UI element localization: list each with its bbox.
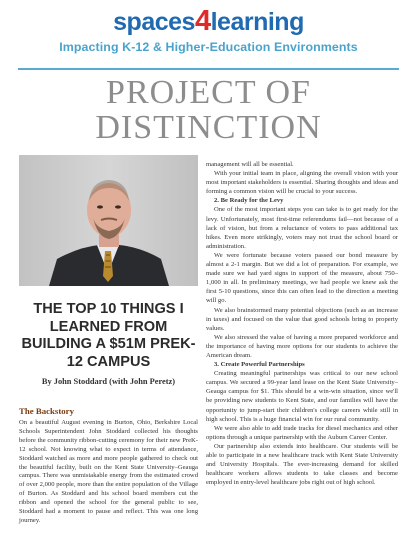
author-photo	[19, 155, 198, 286]
article-title: THE TOP 10 THINGS I LEARNED FROM BUILDING A $51M PREK-12 CAMPUS	[21, 301, 196, 370]
masthead	[0, 6, 417, 54]
paragraph: We also stressed the value of having a more prepared workforce and the importance of having more options for our students to achieve the American dream.	[206, 333, 398, 359]
paragraph: We also brainstormed many potential objections (such as an increase in taxes) and focused on the value that good schools bring to property values.	[206, 306, 398, 332]
logo-word-learning: learning	[210, 8, 304, 36]
paragraph: Creating meaningful partnerships was critical to our new school campus. We secured a 99-year land lease on the Kent State University–Geauga campus for $1. This should be a win-win situation, since we'll be providing new students to Kent State, and our families will have the opportunity to jump-start their children's college careers while still in high school. This is a huge financial win for our rural community.	[206, 370, 398, 423]
tagline: Impacting K-12 & Higher-Education Environments	[59, 40, 358, 54]
paragraph: With your initial team in place, aligning the overall vision with your most important stakeholders is essential. Sharing thoughts and ideas and forming a common vision will be crucial to your success.	[206, 170, 398, 196]
subheading-partnerships: 3. Create Powerful Partnerships	[214, 361, 305, 369]
logo-four: 4	[194, 5, 211, 37]
masthead-divider	[18, 68, 399, 70]
banner-line-2: DISTINCTION	[95, 109, 322, 146]
paragraph: management will all be essential.	[206, 161, 294, 168]
paragraph: We were also able to add trade tracks for diesel mechanics and other options through a unique partnership with the Auburn Career Center.	[206, 424, 398, 441]
author-portrait-image	[19, 155, 198, 286]
backstory-paragraph: On a beautiful August evening in Burton, Ohio, Berkshire Local Schools Superintendent John Stoddard collected his thoughts before the community ribbon-cutting ceremony for their new PreK-12 school. Not knowing what to expect in terms of attendance, Stoddard watched as more and more people gathered to check out the beautiful facility, built on the Kent State University–Geauga campus. There was unmistakable energy from the estimated crowd of over 2,000 people, more than the entire population of the Village of Burton. As Stoddard and his school board members cut the ribbon and opened the school for the general public to see, Stoddard had a moment to pause and reflect. This was one long journey.	[19, 419, 198, 524]
spaces4learning-logo[interactable]	[0, 6, 417, 37]
banner-line-1: PROJECT OF	[106, 74, 311, 111]
project-of-distinction-banner	[0, 76, 417, 146]
paragraph: Our partnership also extends into healthcare. Our students will be able to participate in a new healthcare track with Kent State University and University Hospitals. The ever-increasing demand for skilled healthcare workers allows students to take classes and become employed in entry-level healthcare jobs right out of high school.	[206, 442, 398, 487]
paragraph: One of the most important steps you can take is to get ready for the levy. Unfortunately, most first-time referendums fail—not because of a lack of vision, but from a reluctance of voters to pass additional tax hikes. Even more strikingly, voters may not trust the school board or administration.	[206, 206, 398, 250]
right-column	[206, 160, 398, 487]
subheading-levy: 2. Be Ready for the Levy	[214, 197, 284, 205]
section-heading-backstory: The Backstory	[19, 406, 74, 416]
paragraph: We were fortunate because voters passed our bond measure by almost a 2-1 margin. But we did a lot of preparation. For example, we made sure we had yard signs in support of the measure, about 750–1,000 in all. In preliminary meetings, we had people we knew ask the first 5-10 questions, since this can often lead to the direction a meeting will go.	[206, 251, 398, 305]
article-byline: By John Stoddard (with John Peretz)	[41, 377, 176, 386]
logo-word-spaces: spaces	[113, 8, 195, 36]
